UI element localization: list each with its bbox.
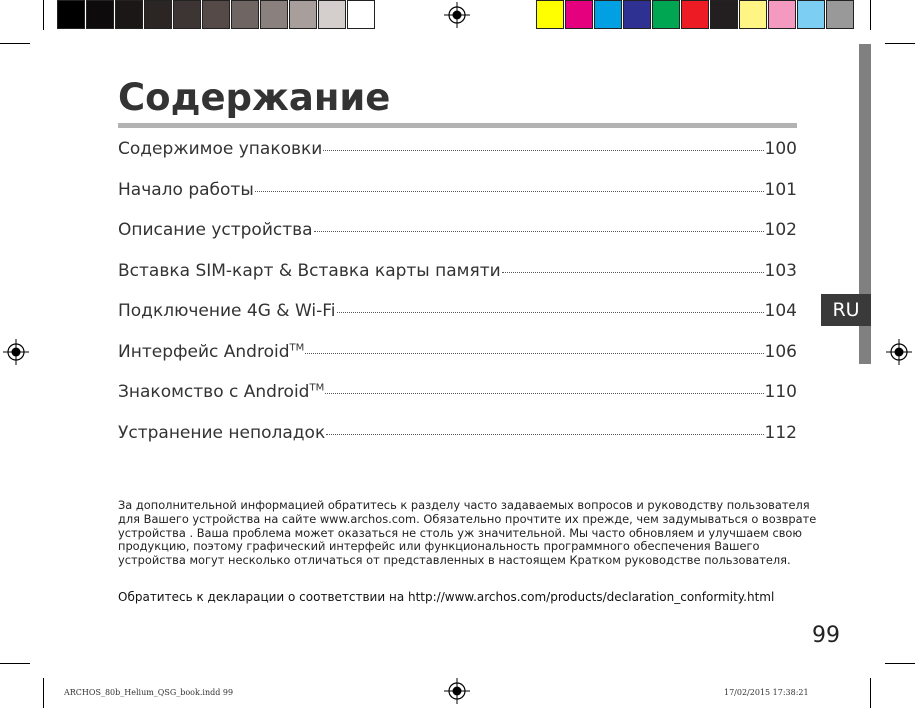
dot-leader [305,353,763,354]
dot-leader [502,272,764,273]
toc-row[interactable] [118,139,797,180]
color-swatch [115,0,143,29]
toc-label [118,220,313,240]
toc-row[interactable] [118,180,797,221]
title-rule [118,123,797,128]
color-swatch [594,0,622,29]
slug-file-name: ARCHOS_80b_Helium_QSG_book.indd 99 [64,688,234,697]
color-swatch [289,0,317,29]
page-title: Содержание [118,76,391,119]
crop-mark [43,0,44,30]
color-swatch [173,0,201,29]
toc-label [118,180,254,200]
color-swatch [318,0,346,29]
color-swatch [347,0,375,29]
info-note: За дополнительной информацией обратитесь к разделу часто задаваемых вопросов и руководству пользователя для Вашего устройства на сайте www.archos.com. Обязательно прочтите их прежде, чем задумываться о возврате устройства . Ваша проблема может оказаться не столь уж значительной. Мы часто обновляем и улучшаем свою продукцию, поэтому графический интерфейс или функциональность программного обеспечения Вашего устройства могут несколько отличаться от представленных в настоящем Кратком руководстве пользователя. [118,498,817,568]
slug-timestamp: 17/02/2015 17:38:21 [724,688,809,697]
toc-page-number: 106 [764,341,797,362]
toc-page-number: 100 [764,139,797,159]
trademark-sup: TM [289,341,305,353]
color-swatch [565,0,593,29]
toc-row[interactable] [118,301,797,342]
toc-label [118,342,304,362]
toc-row[interactable] [118,220,797,261]
color-swatch [797,0,825,29]
crop-mark [0,663,30,664]
crop-mark [870,678,871,708]
toc-label [118,261,501,281]
toc-label [118,382,324,402]
toc-label [118,423,325,443]
color-swatch [202,0,230,29]
registration-mark-icon [886,339,912,365]
color-swatch [652,0,680,29]
color-swatch [826,0,854,29]
toc-label-text: Интерфейс Android [118,341,290,362]
toc-label-text: Описание устройства [118,220,313,240]
dot-leader [337,312,764,313]
toc-page-number: 112 [764,422,797,443]
dot-leader [314,231,764,232]
toc-label [118,139,322,159]
toc-row[interactable] [118,382,797,423]
toc-row[interactable] [118,342,797,383]
color-swatch [623,0,651,29]
color-swatch [710,0,738,29]
toc-label-text: Вставка SIM-карт & Вставка карты памяти [118,260,501,281]
toc-page-number: 104 [764,301,797,321]
toc-label-text: Устранение неполадок [118,422,326,443]
toc-label-text: Знакомство с Android [118,382,310,402]
color-swatch [57,0,85,29]
toc-label-text: Содержимое упаковки [118,139,323,159]
crop-mark [0,43,30,44]
toc-row[interactable] [118,423,797,464]
dot-leader [325,393,763,394]
declaration-note: Обратитесь к декларации о соответствии на http://www.archos.com/products/declaration_conformity.html [118,590,775,604]
crop-mark [885,43,915,44]
color-swatch [231,0,259,29]
crop-mark [43,678,44,708]
registration-mark-icon [3,339,29,365]
toc-page-number: 102 [764,220,797,240]
toc-page-number: 103 [764,260,797,281]
crop-mark [885,663,915,664]
color-swatch [739,0,767,29]
toc-page-number: 110 [764,382,797,402]
registration-mark-icon [444,678,470,704]
toc-label-text: Подключение 4G & Wi-Fi [118,301,336,321]
dot-leader [323,150,763,151]
color-swatch [86,0,114,29]
trademark-sup: TM [309,382,325,394]
table-of-contents [118,139,797,463]
color-swatch [681,0,709,29]
color-swatch [536,0,564,29]
toc-row[interactable] [118,261,797,302]
registration-mark-icon [444,2,470,28]
toc-label [118,301,336,321]
page-number: 99 [812,623,840,648]
color-swatch [768,0,796,29]
dot-leader [255,191,764,192]
crop-mark [870,0,871,30]
toc-page-number: 101 [764,179,797,200]
dot-leader [326,434,763,435]
toc-label-text: Начало работы [118,179,254,200]
color-swatch [260,0,288,29]
color-swatch [144,0,172,29]
process-color-bar [536,0,855,30]
language-tab: RU [821,294,871,326]
grayscale-color-bar [57,0,376,30]
